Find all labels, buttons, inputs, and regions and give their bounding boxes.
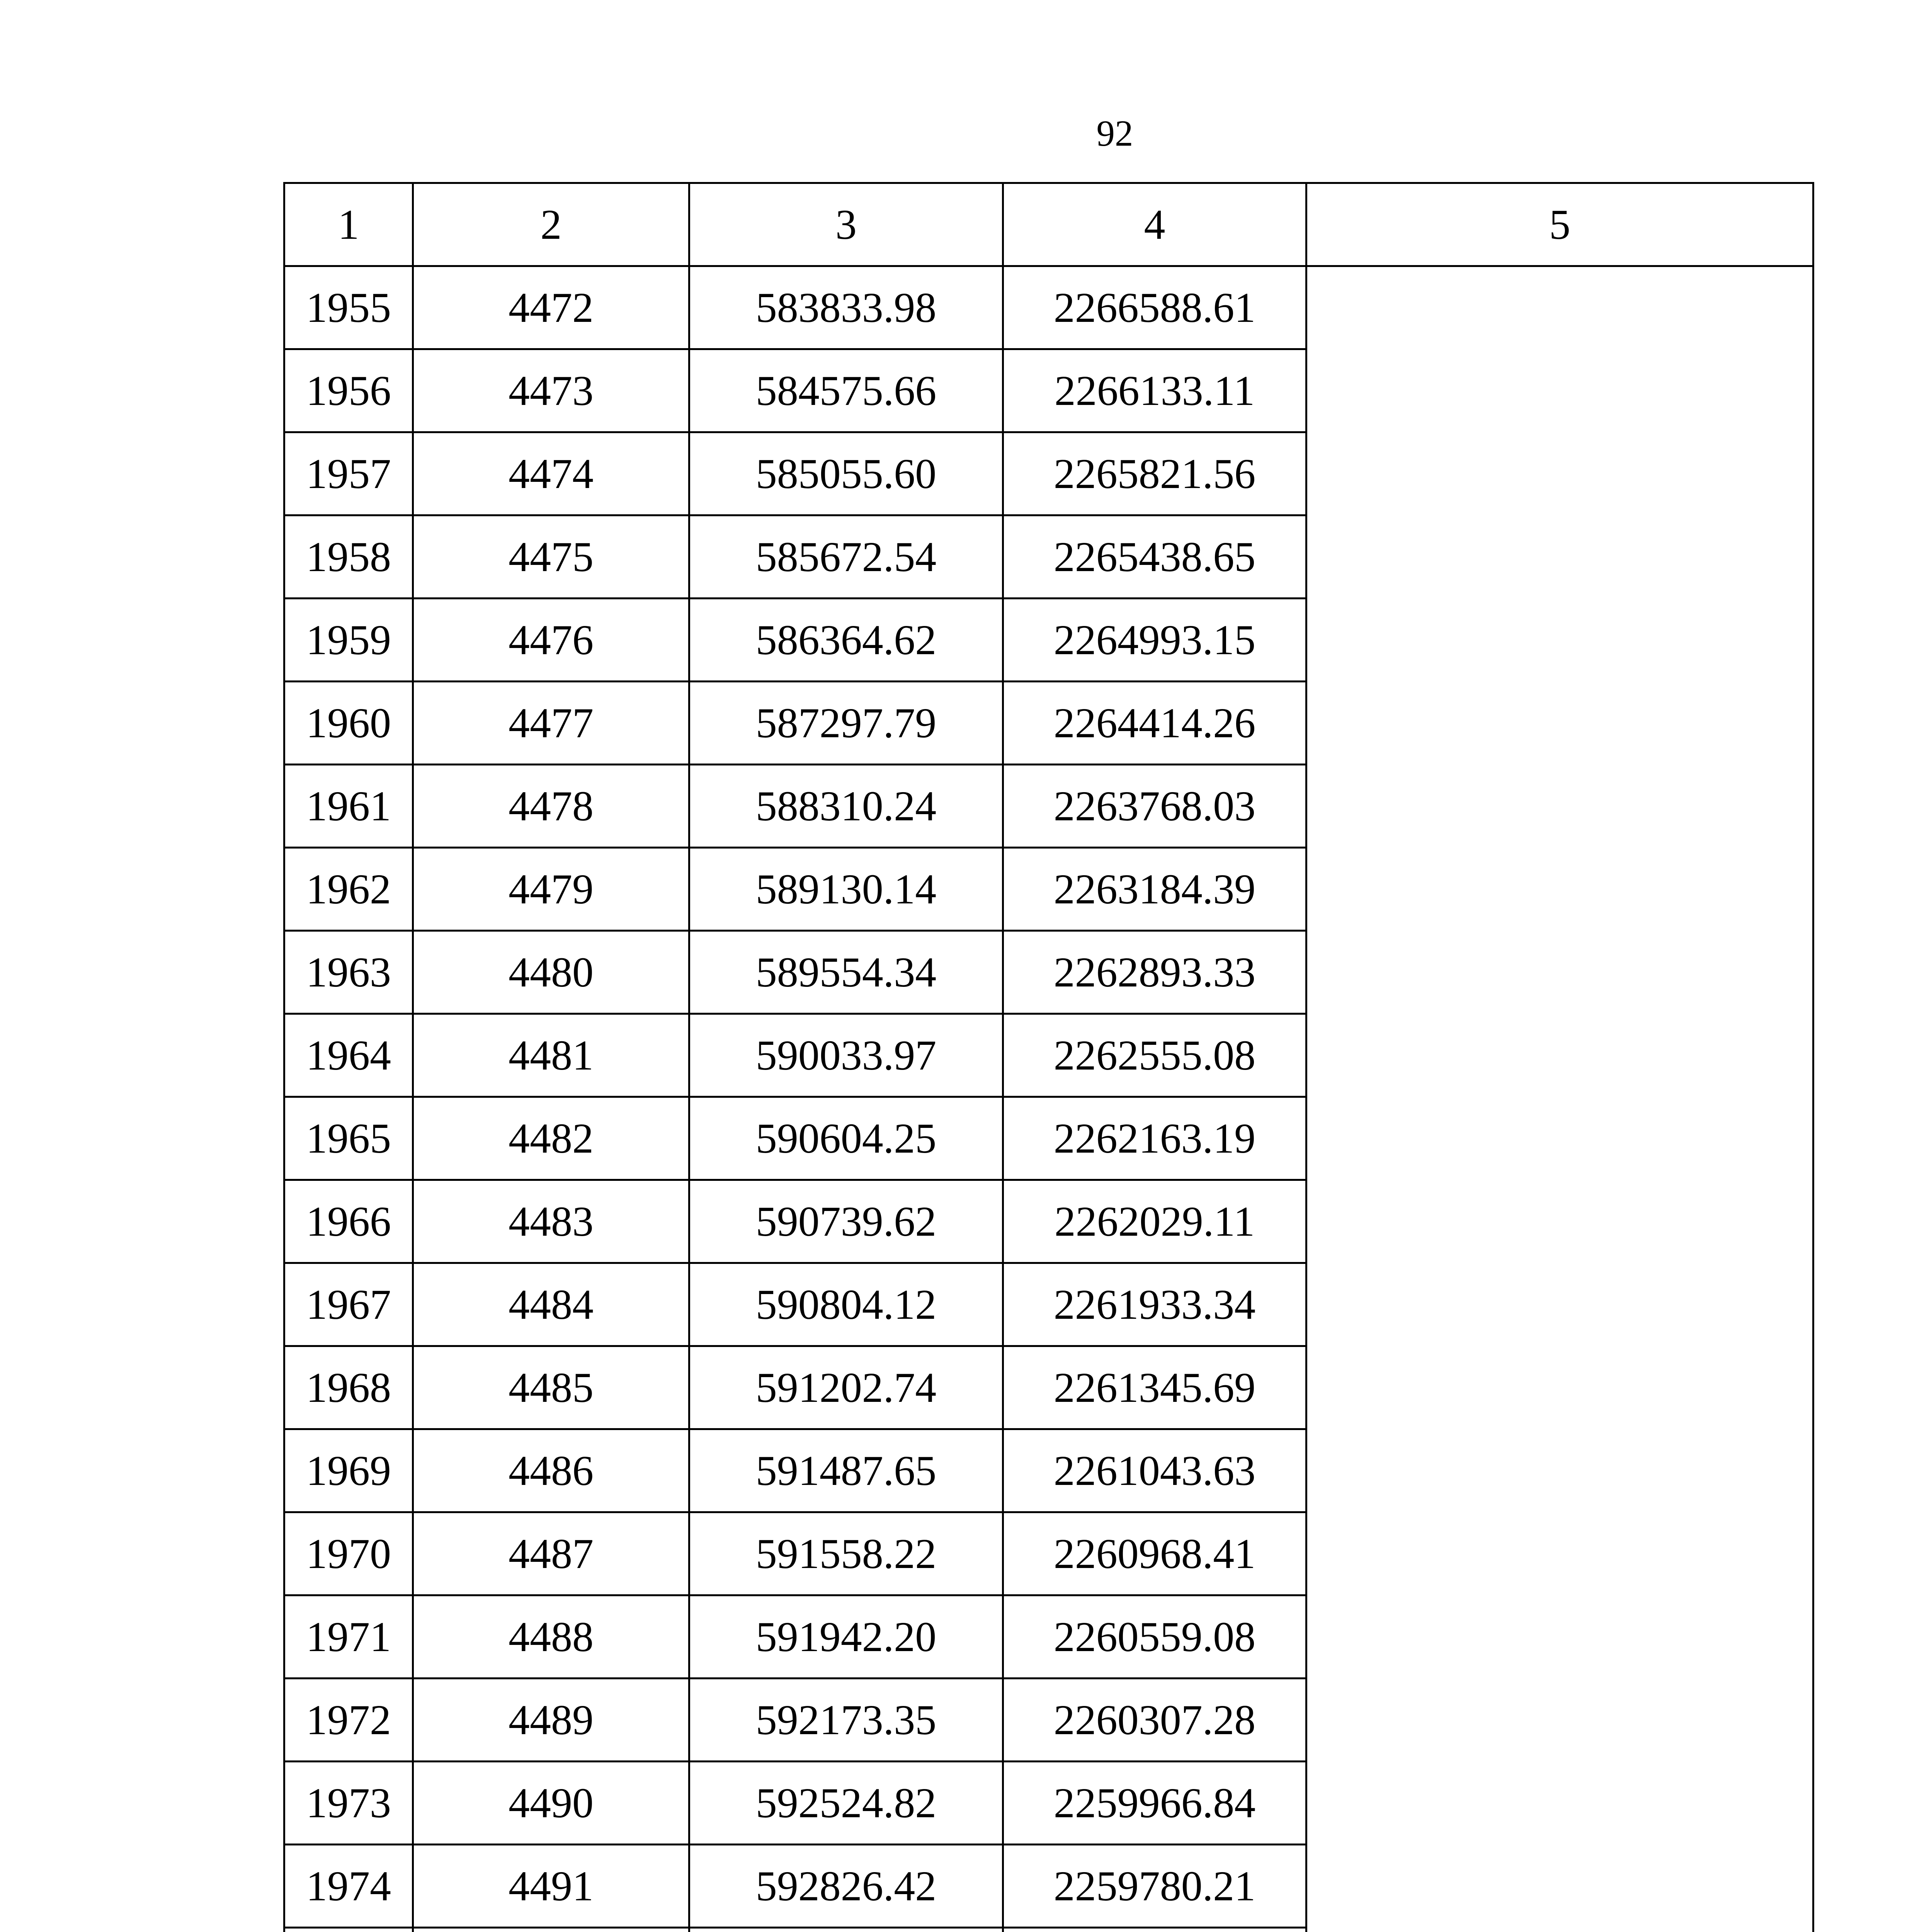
- table-cell-col-1: 1962: [284, 848, 413, 931]
- table-cell-col-3: 590804.12: [689, 1263, 1003, 1346]
- table-cell-col-1: 1957: [284, 432, 413, 515]
- table-cell-col-1: 1963: [284, 931, 413, 1014]
- table-cell-col-3: 590033.97: [689, 1014, 1003, 1097]
- table-cell-col-2: 4481: [413, 1014, 689, 1097]
- table-cell-col-4: 2259780.21: [1003, 1845, 1306, 1928]
- table-cell-col-4: 2266588.61: [1003, 266, 1306, 349]
- table-cell-col-2: 4491: [413, 1845, 689, 1928]
- table-cell-col-3: 592173.35: [689, 1679, 1003, 1762]
- table-cell-col-1: 1969: [284, 1429, 413, 1512]
- table-cell-col-3: 591202.74: [689, 1346, 1003, 1429]
- table-cell-col-3: 584575.66: [689, 349, 1003, 432]
- table-cell-col-1: 1967: [284, 1263, 413, 1346]
- table-cell-col-4: 2260307.28: [1003, 1679, 1306, 1762]
- table-cell-col-2: 4487: [413, 1512, 689, 1595]
- table-cell-col-4: 2264993.15: [1003, 599, 1306, 682]
- table-cell-col-5-merged: [1306, 266, 1813, 1932]
- table-cell-col-1: [284, 1928, 413, 1932]
- table-cell-col-2: 4480: [413, 931, 689, 1014]
- table-cell-col-3: 586364.62: [689, 599, 1003, 682]
- table-cell-col-3: 589554.34: [689, 931, 1003, 1014]
- table-cell-col-4: 2259966.84: [1003, 1762, 1306, 1845]
- table-cell-col-2: 4473: [413, 349, 689, 432]
- table-cell-col-2: 4484: [413, 1263, 689, 1346]
- table-cell-col-1: 1972: [284, 1679, 413, 1762]
- table-cell-col-4: 2266133.11: [1003, 349, 1306, 432]
- table-cell-col-1: 1970: [284, 1512, 413, 1595]
- table-cell-col-1: 1960: [284, 682, 413, 765]
- table-cell-col-3: 591558.22: [689, 1512, 1003, 1595]
- table-header-row: [284, 183, 1813, 266]
- table-cell-col-2: 4483: [413, 1180, 689, 1263]
- column-header-3: 3: [689, 183, 1003, 266]
- table-cell-col-4: 2264414.26: [1003, 682, 1306, 765]
- table-cell-col-2: 4476: [413, 599, 689, 682]
- table-cell-col-1: 1968: [284, 1346, 413, 1429]
- table-cell-col-2: [413, 1928, 689, 1932]
- table-cell-col-2: 4475: [413, 515, 689, 599]
- table-cell-col-1: 1964: [284, 1014, 413, 1097]
- column-header-5: 5: [1306, 183, 1813, 266]
- table-cell-col-4: 2265438.65: [1003, 515, 1306, 599]
- table-cell-col-3: 587297.79: [689, 682, 1003, 765]
- table-row: [284, 266, 1813, 349]
- table-cell-col-4: 2263768.03: [1003, 765, 1306, 848]
- coordinates-table: [283, 182, 1814, 1932]
- table-cell-col-1: 1958: [284, 515, 413, 599]
- table-body: [284, 183, 1813, 1932]
- table-cell-col-2: 4472: [413, 266, 689, 349]
- table-cell-col-2: 4488: [413, 1595, 689, 1679]
- page-number: 92: [1096, 113, 1133, 154]
- table-cell-col-4: 2262893.33: [1003, 931, 1306, 1014]
- table-cell-col-4: 2261345.69: [1003, 1346, 1306, 1429]
- table-cell-col-2: 4489: [413, 1679, 689, 1762]
- table-cell-col-2: 4485: [413, 1346, 689, 1429]
- table-cell-col-4: 2265821.56: [1003, 432, 1306, 515]
- table-cell-col-3: 591942.20: [689, 1595, 1003, 1679]
- table-cell-col-1: 1956: [284, 349, 413, 432]
- table-cell-col-3: 592524.82: [689, 1762, 1003, 1845]
- table-cell-col-2: 4479: [413, 848, 689, 931]
- table-cell-col-3: 590739.62: [689, 1180, 1003, 1263]
- table-cell-col-1: 1955: [284, 266, 413, 349]
- table-cell-col-3: 590604.25: [689, 1097, 1003, 1180]
- table-cell-col-2: 4478: [413, 765, 689, 848]
- table-cell-col-3: 592826.42: [689, 1845, 1003, 1928]
- table-cell-col-4: 2261933.34: [1003, 1263, 1306, 1346]
- table-cell-col-2: 4490: [413, 1762, 689, 1845]
- table-cell-col-1: 1966: [284, 1180, 413, 1263]
- table-cell-col-1: 1965: [284, 1097, 413, 1180]
- table-cell-col-4: 2262163.19: [1003, 1097, 1306, 1180]
- table-cell-col-1: 1974: [284, 1845, 413, 1928]
- column-header-2: 2: [413, 183, 689, 266]
- table-cell-col-4: 2260559.08: [1003, 1595, 1306, 1679]
- table-cell-col-4: 2260968.41: [1003, 1512, 1306, 1595]
- table-cell-col-2: 4474: [413, 432, 689, 515]
- table-cell-col-1: 1961: [284, 765, 413, 848]
- table-cell-col-3: 585055.60: [689, 432, 1003, 515]
- table-cell-col-2: 4486: [413, 1429, 689, 1512]
- table-cell-col-2: 4477: [413, 682, 689, 765]
- table-cell-col-3: 591487.65: [689, 1429, 1003, 1512]
- table-cell-col-4: 2262029.11: [1003, 1180, 1306, 1263]
- table-cell-col-1: 1973: [284, 1762, 413, 1845]
- column-header-4: 4: [1003, 183, 1306, 266]
- table-cell-col-3: 585672.54: [689, 515, 1003, 599]
- table-cell-col-4: [1003, 1928, 1306, 1932]
- table-cell-col-4: 2261043.63: [1003, 1429, 1306, 1512]
- table-cell-col-3: 589130.14: [689, 848, 1003, 931]
- table-cell-col-1: 1959: [284, 599, 413, 682]
- table-cell-col-3: [689, 1928, 1003, 1932]
- table-cell-col-4: 2263184.39: [1003, 848, 1306, 931]
- table-cell-col-3: 583833.98: [689, 266, 1003, 349]
- column-header-1: 1: [284, 183, 413, 266]
- table-cell-col-2: 4482: [413, 1097, 689, 1180]
- table-cell-col-3: 588310.24: [689, 765, 1003, 848]
- table-cell-col-4: 2262555.08: [1003, 1014, 1306, 1097]
- table-cell-col-1: 1971: [284, 1595, 413, 1679]
